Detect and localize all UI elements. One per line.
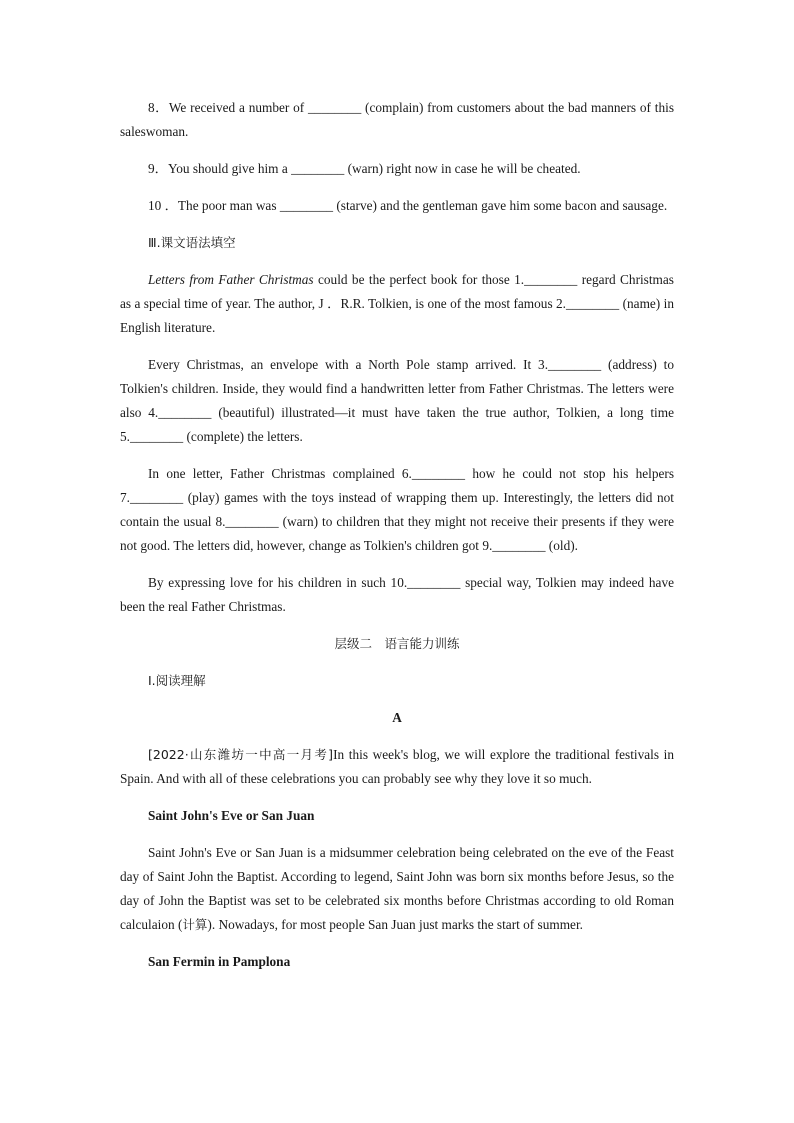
cloze-paragraph-2: Every Christmas, an envelope with a North Pole stamp arrived. It 3.________ (address) to Tolkien's children. Inside, they would find a handwritten letter from Father Christmas. The letters were also 4.________ (beautiful) illustrated—it must have taken the true author, Tolkien, a long time 5.________ (complete) the letters. <box>120 357 674 444</box>
san-juan-text-b: ). Nowadays, for most people San Juan just marks the start of summer. <box>207 917 583 932</box>
exercise-9: 9．You should give him a ________ (warn) right now in case he will be cheated. <box>148 161 581 176</box>
subheading-san-fermin: San Fermin in Pamplona <box>148 954 291 969</box>
cloze-paragraph-3: In one letter, Father Christmas complained 6.________ how he could not stop his helpers 7.________ (play) games with the toys instead of wrapping them up. Interestingly, the letters did not contain the usual 8.________ (warn) to children that they might not receive their presents if they were not good. The letters did, however, change as Tolkien's children got 9.________ (old). <box>120 466 674 553</box>
passage-label: A <box>392 710 402 725</box>
subheading-san-juan: Saint John's Eve or San Juan <box>148 808 315 823</box>
reading-section-heading: Ⅰ.阅读理解 <box>148 673 206 688</box>
san-juan-paragraph <box>120 841 674 937</box>
cloze-paragraph-1-text: could be the perfect book for those 1.________ regard Christmas as a special time of year. The author, J ．R.R. Tolkien, is one of the most famous 2.________ (name) in English literature. <box>120 272 674 335</box>
cloze-paragraph-1 <box>120 268 674 340</box>
exercise-8: 8．We received a number of ________ (complain) from customers about the bad manners of this saleswoman. <box>120 100 674 139</box>
gloss-cn: 计算 <box>182 917 208 932</box>
cloze-paragraph-4: By expressing love for his children in such 10.________ special way, Tolkien may indeed have been the real Father Christmas. <box>120 575 674 614</box>
passage-intro-text: In this week's blog, we will explore the traditional festivals in Spain. And with all of these celebrations you can probably see why they love it so much. <box>120 747 674 786</box>
document-page <box>120 96 674 987</box>
section-3-heading: Ⅲ.课文语法填空 <box>148 235 236 250</box>
san-juan-text-a: Saint John's Eve or San Juan is a midsummer celebration being celebrated on the eve of the Feast day of Saint John the Baptist. According to legend, Saint John was born six months before Jesus, so the day of John the Baptist was set to be celebrated six months before Christmas according to old Roman calculaion ( <box>120 845 674 932</box>
level-2-heading: 层级二 语言能力训练 <box>334 636 460 651</box>
exam-source: [2022·山东潍坊一中高一月考] <box>148 747 334 762</box>
book-title: Letters from Father Christmas <box>148 272 314 287</box>
passage-intro <box>120 743 674 791</box>
exercise-10: 10 ．The poor man was ________ (starve) and the gentleman gave him some bacon and sausage. <box>148 198 668 213</box>
